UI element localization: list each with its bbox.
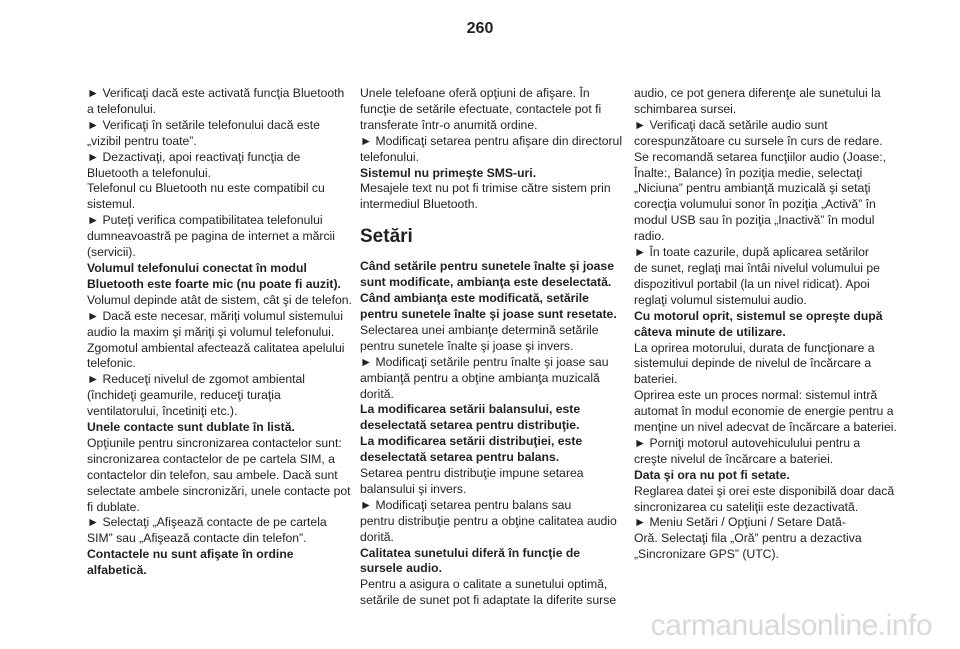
- text-line: de sunet, reglaţi mai întâi nivelul volumului pe: [634, 260, 880, 275]
- text-line: „Niciuna” pentru ambianţă muzicală şi setaţi: [634, 181, 871, 196]
- watermark: carmanualsonline.info: [650, 609, 932, 642]
- text-column-middle: [360, 86, 646, 609]
- bold-text-line: Bluetooth este foarte mic (nu poate fi auzit).: [87, 276, 341, 291]
- text-line: ► Verificaţi dacă setările audio sunt: [634, 117, 828, 132]
- text-line: Setarea pentru distribuţie impune setarea: [360, 466, 584, 481]
- text-line: ► Modificaţi setările pentru înalte şi joase sau: [360, 354, 609, 369]
- text-line: funcţie de setările efectuate, contactele pot fi: [360, 101, 602, 116]
- bold-text-line: sursele audio.: [360, 561, 442, 576]
- text-line: ► Modificaţi setarea pentru balans sau: [360, 497, 572, 512]
- bold-text-line: câteva minute de utilizare.: [634, 324, 786, 339]
- bold-text-line: Unele contacte sunt dublate în listă.: [87, 420, 295, 435]
- text-line: ► Selectaţi „Afişează contacte de pe cartela: [87, 515, 327, 530]
- text-line: „vizibil pentru toate”.: [87, 133, 197, 148]
- text-column-right: [634, 86, 920, 563]
- text-line: corecţia volumului sonor în poziţia „Activă” în: [634, 197, 876, 212]
- bold-text-line: Volumul telefonului conectat în modul: [87, 260, 307, 275]
- text-line: creşte nivelul de încărcare a bateriei.: [634, 451, 834, 466]
- bold-text-line: Calitatea sunetului diferă în funcţie de: [360, 545, 581, 560]
- text-line: Selectarea unei ambianţe determină setările: [360, 322, 599, 337]
- text-line: corespunzătoare cu sursele în curs de redare.: [634, 133, 883, 148]
- text-line: Se recomandă setarea funcţiilor audio (Joase:,: [634, 149, 887, 164]
- text-line: fi dublate.: [87, 499, 140, 514]
- text-line: Reglarea datei şi orei este disponibilă doar dacă: [634, 483, 895, 498]
- bold-text-line: Când setările pentru sunetele înalte şi joase: [360, 259, 614, 274]
- text-line: telefonic.: [87, 356, 136, 371]
- text-line: La oprirea motorului, durata de funcţionare a: [634, 340, 875, 355]
- bold-text-line: Când ambianţa este modificată, setările: [360, 291, 589, 306]
- bold-text-line: pentru sunetele înalte şi joase sunt resetate.: [360, 306, 617, 321]
- text-line: contactelor din telefon, sau ambele. Dacă sunt: [87, 467, 338, 482]
- text-line: dumneavoastră pe pagina de internet a mărcii: [87, 229, 335, 244]
- section-heading: Setări: [360, 226, 413, 248]
- text-line: a telefonului.: [87, 101, 157, 116]
- text-column-left: [87, 86, 373, 579]
- bold-text-line: La modificarea setării balansului, este: [360, 402, 581, 417]
- text-line: bateriei.: [634, 372, 678, 387]
- text-line: ambianţă pentru a obţine ambianţa muzicală: [360, 370, 600, 385]
- text-line: dorită.: [360, 529, 394, 544]
- text-line: schimbarea sursei.: [634, 101, 737, 116]
- text-line: sistemului depinde de nivelul de încărcare a: [634, 356, 872, 371]
- text-line: Oră. Selectaţi fila „Oră” pentru a dezactiva: [634, 531, 862, 546]
- text-line: selectate ambele sincronizări, unele contacte pot: [87, 483, 351, 498]
- text-line: Unele telefoane oferă opţiuni de afişare. În: [360, 86, 590, 100]
- text-line: Bluetooth a telefonului.: [87, 165, 211, 180]
- text-line: ► Modificaţi setarea pentru afişare din directorul: [360, 133, 623, 148]
- text-line: ► Verificaţi dacă este activată funcţia Bluetooth: [87, 86, 345, 100]
- text-line: Zgomotul ambiental afectează calitatea apelului: [87, 340, 345, 355]
- text-line: audio, ce pot genera diferenţe ale sunetului la: [634, 86, 881, 100]
- bold-text-line: Contactele nu sunt afişate în ordine: [87, 547, 294, 562]
- text-line: Volumul depinde atât de sistem, cât şi de telefon.: [87, 292, 352, 307]
- text-line: menţine un nivel adecvat de încărcare a bateriei.: [634, 420, 897, 435]
- bold-text-line: La modificarea setării distribuţiei, este: [360, 434, 583, 449]
- text-line: dorită.: [360, 386, 394, 401]
- text-line: (servicii).: [87, 245, 136, 260]
- text-line: reglaţi volumul sistemului audio.: [634, 292, 807, 307]
- text-line: ► Reduceţi nivelul de zgomot ambiental: [87, 372, 306, 387]
- text-line: Mesajele text nu pot fi trimise către sistem prin: [360, 181, 611, 196]
- text-line: (închideţi geamurile, reduceţi turaţia: [87, 388, 281, 403]
- bold-text-line: Sistemul nu primeşte SMS-uri.: [360, 165, 537, 180]
- text-line: sincronizarea contactelor de pe cartela SIM, a: [87, 451, 335, 466]
- text-line: dispozitivul portabil (la un nivel ridicat). Apoi: [634, 276, 870, 291]
- text-line: setările de sunet pot fi adaptate la diferite surse: [360, 593, 617, 608]
- bold-text-line: deselectată setarea pentru balans.: [360, 450, 560, 465]
- text-line: „Sincronizare GPS” (UTC).: [634, 547, 779, 562]
- text-line: SIM” sau „Afişează contacte din telefon”.: [87, 531, 307, 546]
- text-line: ventilatorului, încetiniţi etc.).: [87, 404, 238, 419]
- text-line: intermediul Bluetooth.: [360, 197, 478, 212]
- text-line: pentru distribuţie pentru a obţine calitatea audio: [360, 513, 617, 528]
- text-line: ► Dacă este necesar, măriţi volumul sistemului: [87, 308, 343, 323]
- text-line: ► Meniu Setări / Opţiuni / Setare Dată-: [634, 515, 846, 530]
- text-line: Înalte:, Balance) în poziţia medie, selectaţi: [634, 165, 863, 180]
- text-line: audio la maxim şi măriţi şi volumul telefonului.: [87, 324, 335, 339]
- text-line: ► Puteţi verifica compatibilitatea telefonului: [87, 213, 323, 228]
- bold-text-line: alfabetică.: [87, 563, 147, 578]
- text-line: modul USB sau în poziţia „Inactivă” în modul: [634, 213, 875, 228]
- text-line: ► Dezactivaţi, apoi reactivaţi funcţia de: [87, 149, 301, 164]
- bold-text-line: Data şi ora nu pot fi setate.: [634, 467, 790, 482]
- bold-text-line: sunt modificate, ambianţa este deselectată.: [360, 275, 612, 290]
- text-line: Telefonul cu Bluetooth nu este compatibil cu: [87, 181, 325, 196]
- text-line: sistemul.: [87, 197, 136, 212]
- text-line: ► Porniţi motorul autovehiculului pentru a: [634, 435, 861, 450]
- text-line: ► Verificaţi în setările telefonului dacă este: [87, 117, 320, 132]
- text-line: automat în modul economie de energie pentru a: [634, 404, 894, 419]
- bold-text-line: Cu motorul oprit, sistemul se opreşte după: [634, 308, 883, 323]
- bold-text-line: deselectată setarea pentru distribuţie.: [360, 418, 580, 433]
- text-line: balansului şi invers.: [360, 481, 467, 496]
- text-line: Pentru a asigura o calitate a sunetului optimă,: [360, 577, 608, 592]
- text-line: radio.: [634, 229, 665, 244]
- text-line: transferate într-o anumită ordine.: [360, 117, 538, 132]
- text-line: telefonului.: [360, 149, 419, 164]
- text-line: ► În toate cazurile, după aplicarea setărilor: [634, 245, 869, 260]
- text-line: pentru sunetele înalte şi joase şi invers.: [360, 338, 574, 353]
- text-line: Opţiunile pentru sincronizarea contactelor sunt:: [87, 435, 342, 450]
- text-line: sincronizarea cu sateliţii este dezactivată.: [634, 499, 859, 514]
- page-number: 260: [466, 20, 494, 37]
- text-line: Oprirea este un proces normal: sistemul intră: [634, 388, 878, 403]
